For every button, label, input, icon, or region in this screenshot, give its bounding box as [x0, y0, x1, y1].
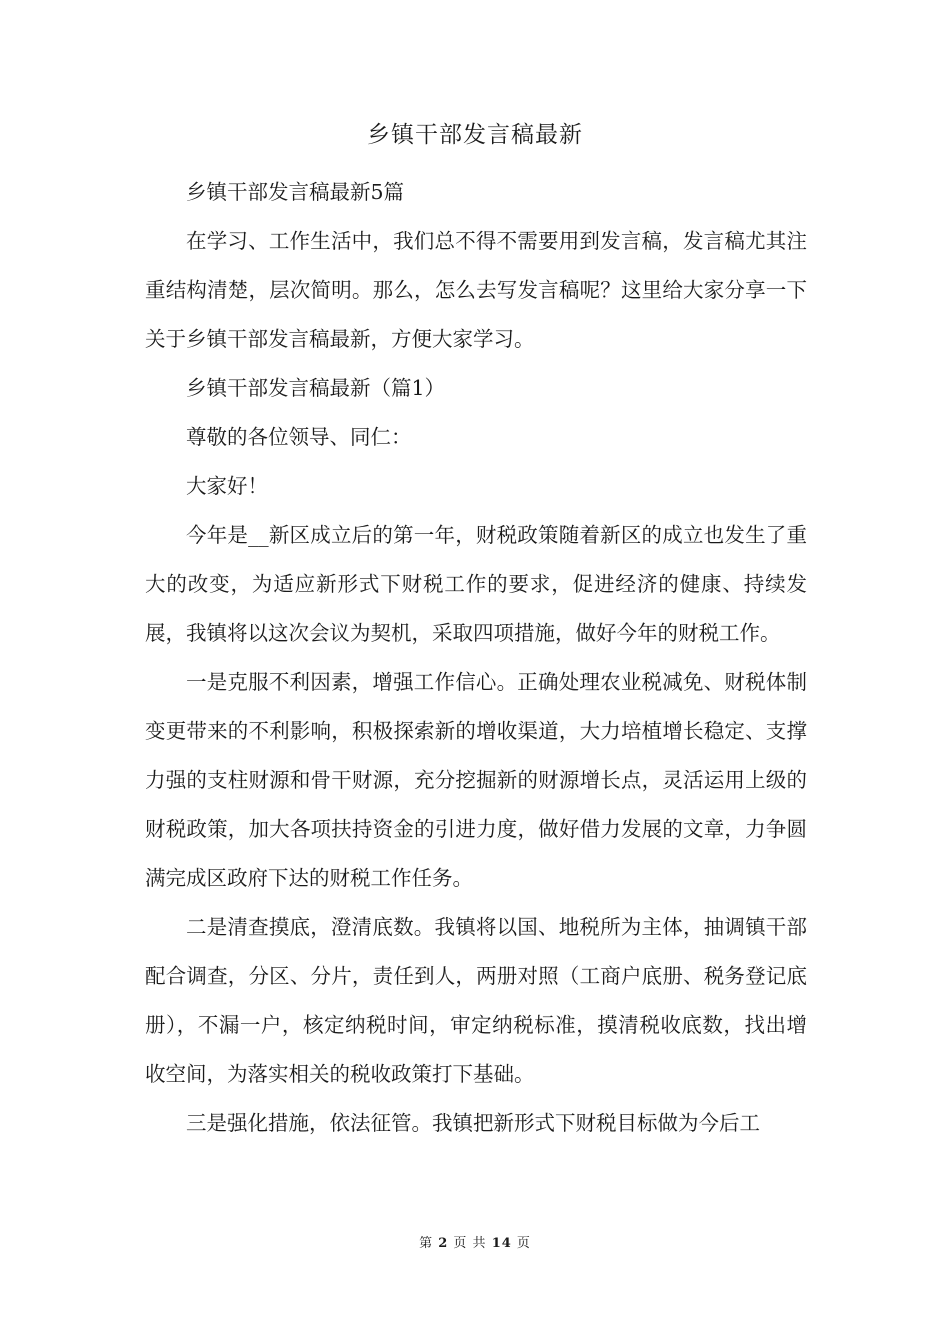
footer-prefix: 第 — [419, 1236, 434, 1251]
paragraph: 三是强化措施，依法征管。我镇把新形式下财税目标做为今后工 — [186, 1111, 760, 1135]
footer-page-number: 2 — [438, 1236, 449, 1251]
paragraph: 今年是__新区成立后的第一年，财税政策随着新区的成立也发生了重大的改变，为适应新形式下财税工作的要求，促进经济的健康、持续发展，我镇将以这次会议为契机，采取四项措施，做好今年的财税工作。 — [145, 523, 807, 645]
paragraph: 尊敬的各位领导、同仁： — [186, 425, 412, 449]
document-body — [145, 168, 807, 1148]
paragraph: 一是克服不利因素，增强工作信心。正确处理农业税减免、财税体制变更带来的不利影响，积极探索新的增收渠道，大力培植增长稳定、支撑力强的支柱财源和骨干财源，充分挖掘新的财源增长点，灵活运用上级的财税政策，加大各项扶持资金的引进力度，做好借力发展的文章，力争圆满完成区政府下达的财税工作任务。 — [145, 670, 807, 890]
page-footer — [0, 1232, 950, 1251]
document-title: 乡镇干部发言稿最新 — [367, 122, 583, 148]
paragraph: 乡镇干部发言稿最新5篇 — [186, 180, 405, 204]
paragraph: 二是清查摸底，澄清底数。我镇将以国、地税所为主体，抽调镇干部配合调查，分区、分片，责任到人，两册对照（工商户底册、税务登记底册），不漏一户，核定纳税时间，审定纳税标准，摸清税收底数，找出增收空间，为落实相关的税收政策打下基础。 — [145, 915, 807, 1086]
paragraph: 在学习、工作生活中，我们总不得不需要用到发言稿，发言稿尤其注重结构清楚，层次简明。那么，怎么去写发言稿呢？这里给大家分享一下关于乡镇干部发言稿最新，方便大家学习。 — [145, 229, 807, 351]
paragraph: 乡镇干部发言稿最新（篇1） — [186, 376, 446, 400]
footer-middle: 页 共 — [453, 1236, 487, 1251]
footer-suffix: 页 — [516, 1236, 531, 1251]
paragraph: 大家好！ — [186, 474, 268, 498]
footer-total-pages: 14 — [491, 1236, 512, 1251]
